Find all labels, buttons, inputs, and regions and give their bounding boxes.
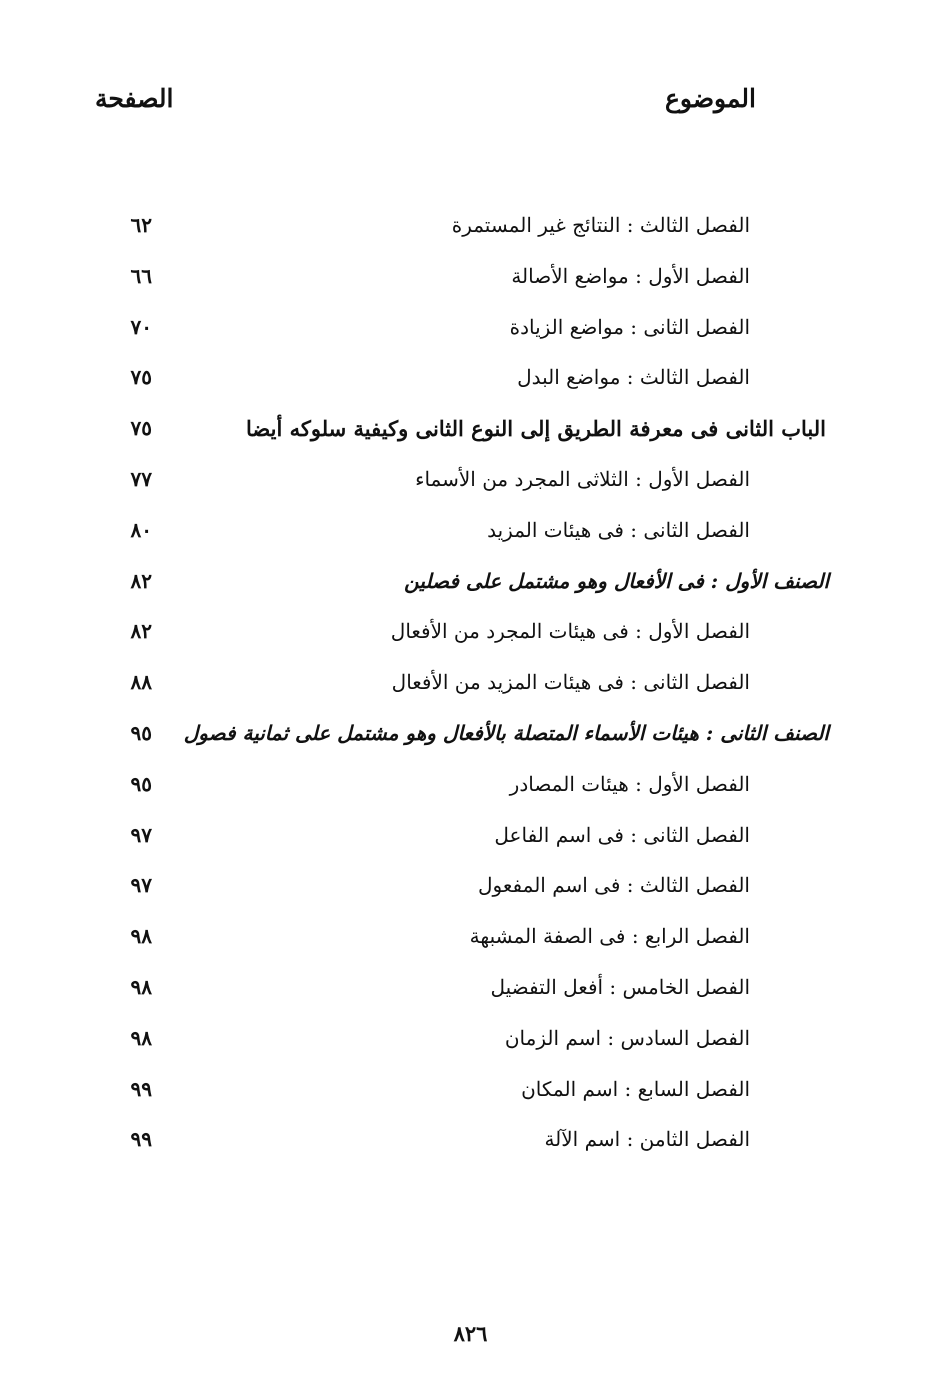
- toc-entry-title: الفصل السابع : اسم المكان: [521, 1076, 750, 1101]
- toc-entry: [0, 662, 941, 713]
- toc-entry-title: الفصل الثانى : فى هيئات المزيد من الأفعال: [391, 670, 750, 695]
- toc-entry-page: ٩٥: [130, 720, 152, 745]
- toc-entry-page: ٩٧: [130, 873, 152, 898]
- toc-entry-title: الفصل الأول : فى هيئات المجرد من الأفعال: [390, 619, 750, 644]
- topic-column-heading: الموضوع: [665, 84, 756, 113]
- toc-entry: [0, 459, 941, 510]
- toc-header: [95, 84, 756, 128]
- toc-chapter-heading: [0, 408, 941, 459]
- toc-entry-title: الصنف الثانى : هيئات الأسماء المتصلة بالأفعال وهو مشتمل على ثمانية فصول: [183, 720, 829, 745]
- toc-entry-title: الفصل الثامن : اسم الآلة: [544, 1127, 750, 1152]
- toc-entry: [0, 307, 941, 358]
- toc-entry: [0, 815, 941, 866]
- toc-entry-page: ٩٨: [130, 974, 152, 999]
- toc-entry-title: الفصل الخامس : أفعل التفضيل: [490, 974, 750, 999]
- toc-entry-title: الفصل الثانى : فى هيئات المزيد: [487, 517, 750, 542]
- toc-entry-page: ٩٨: [130, 1025, 152, 1050]
- toc-entry-page: ٩٥: [130, 771, 152, 796]
- toc-entry: [0, 916, 941, 967]
- toc-section-heading: [0, 561, 941, 612]
- toc-entry-page: ٦٦: [130, 263, 152, 288]
- toc-section-heading: [0, 713, 941, 764]
- toc-entry-title: الفصل الأول : مواضع الأصالة: [511, 263, 750, 288]
- toc-entry: [0, 205, 941, 256]
- toc-entry-title: الفصل الثالث : مواضع البدل: [517, 365, 750, 390]
- toc-entry: [0, 1119, 941, 1170]
- toc-entry-page: ٨٢: [130, 568, 152, 593]
- toc-entry-page: ٩٩: [130, 1076, 152, 1101]
- toc-entry-page: ٧٧: [130, 466, 152, 491]
- toc-entry: [0, 865, 941, 916]
- toc-entry-page: ٧٥: [130, 416, 152, 441]
- toc-entry-page: ٨٠: [130, 517, 152, 542]
- toc-entry: [0, 1018, 941, 1069]
- toc-entry-page: ٧٥: [130, 365, 152, 390]
- page-column-heading: الصفحة: [95, 84, 174, 113]
- toc-entry-title: الفصل السادس : اسم الزمان: [504, 1025, 750, 1050]
- toc-entry-title: الصنف الأول : فى الأفعال وهو مشتمل على فصلين: [404, 568, 829, 593]
- toc-entry-title: الفصل الرابع : فى الصفة المشبهة: [469, 924, 750, 949]
- toc-entry-page: ٩٩: [130, 1127, 152, 1152]
- toc-entry: [0, 357, 941, 408]
- toc-entry-title: الفصل الثالث : النتائج غير المستمرة: [451, 213, 750, 237]
- page-number: ٨٢٦: [453, 1321, 488, 1346]
- toc-entry-page: ٨٢: [130, 619, 152, 644]
- toc-entry: [0, 967, 941, 1018]
- toc-entry-title: الفصل الأول : هيئات المصادر: [509, 771, 750, 796]
- table-of-contents: [0, 205, 941, 1170]
- toc-entry-page: ٧٠: [130, 314, 152, 339]
- toc-entry-title: الفصل الثالث : فى اسم المفعول: [478, 873, 750, 898]
- toc-entry-title: الفصل الثانى : فى اسم الفاعل: [494, 822, 750, 847]
- toc-entry: [0, 611, 941, 662]
- toc-entry: [0, 1069, 941, 1120]
- toc-entry-page: ٦٢: [130, 213, 152, 237]
- toc-entry-title: الفصل الأول : الثلاثى المجرد من الأسماء: [415, 466, 750, 491]
- toc-entry-page: ٩٨: [130, 924, 152, 949]
- toc-entry-title: الباب الثانى فى معرفة الطريق إلى النوع الثانى وكيفية سلوكه أيضا: [245, 416, 826, 442]
- toc-entry-title: الفصل الثانى : مواضع الزيادة: [509, 314, 750, 339]
- toc-entry: [0, 764, 941, 815]
- toc-entry: [0, 256, 941, 307]
- toc-entry-page: ٩٧: [130, 822, 152, 847]
- toc-entry: [0, 510, 941, 561]
- toc-entry-page: ٨٨: [130, 670, 152, 695]
